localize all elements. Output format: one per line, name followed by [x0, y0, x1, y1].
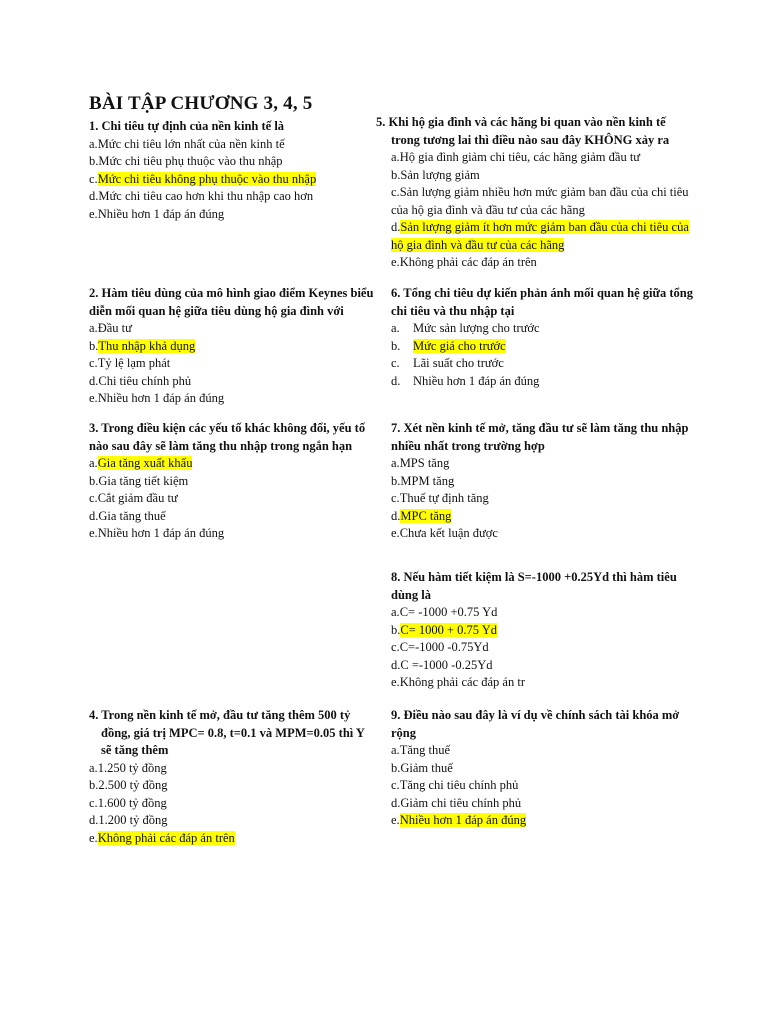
question-9 — [391, 707, 701, 830]
question-7-option-c: c.Thuế tự định tăng — [391, 491, 489, 505]
page-title: BÀI TẬP CHƯƠNG 3, 4, 5 — [89, 93, 313, 114]
question-1-option-c: c.Mức chi tiêu không phụ thuộc vào thu nhập — [89, 171, 317, 186]
question-5-option-b: b.Sản lượng giảm — [391, 167, 480, 182]
question-9-option-a: a.Tăng thuế — [391, 743, 451, 757]
question-8-option-d: d.C =-1000 -0.25Yd — [391, 657, 493, 672]
highlighted-answer: Mức chi tiêu không phụ thuộc vào thu nhập — [97, 171, 317, 186]
question-8-option-c: c.C=-1000 -0.75Yd — [391, 640, 489, 654]
question-2-option-d: d.Chi tiêu chính phủ — [89, 373, 192, 388]
question-3 — [89, 420, 379, 543]
question-2-title: 2. Hàm tiêu dùng của mô hình giao điểm Keynes biểu diễn mối quan hệ giữa tiêu dùng hộ gia đình với — [89, 286, 374, 318]
highlighted-answer: Gia tăng xuất khẩu — [97, 456, 193, 470]
question-1-option-d: d.Mức chi tiêu cao hơn khi thu nhập cao hơn — [89, 189, 314, 203]
question-8-option-e: e.Không phải các đáp án tr — [391, 675, 525, 689]
question-9-option-b: b.Giảm thuế — [391, 760, 453, 775]
question-4-option-c: c.1.600 tỷ đồng — [89, 795, 167, 810]
question-3-option-c: c.Cắt giảm đầu tư — [89, 491, 178, 505]
question-9-title: 9. Điều nào sau đây là ví dụ về chính sách tài khóa mở rộng — [391, 708, 680, 740]
question-6-option-c: c. Lãi suất cho trước — [391, 356, 504, 370]
question-6-option-b: b. Mức giá cho trước — [391, 338, 506, 353]
highlighted-answer: Sản lượng giảm ít hơn mức giảm ban đầu của chi tiêu của — [400, 220, 689, 234]
question-2 — [89, 285, 379, 408]
question-5-option-c: c.Sản lượng giảm nhiều hơn mức giảm ban đầu của chi tiêu của hộ gia đình và đầu tư của các hãng — [391, 185, 689, 217]
highlighted-answer: MPC tăng — [400, 508, 452, 523]
question-7-title: 7. Xét nền kinh tế mở, tăng đầu tư sẽ làm tăng thu nhập nhiều nhất trong trường hợp — [391, 421, 689, 453]
question-5-option-d: d.Sản lượng giảm ít hơn mức giảm ban đầu của chi tiêu của hộ gia đình và đầu tư của các hãng — [391, 220, 689, 252]
question-4-option-e: e.Không phải các đáp án trên — [89, 830, 235, 845]
question-4 — [89, 707, 379, 847]
question-5-option-a: a.Hộ gia đình giảm chi tiêu, các hãng giảm đầu tư — [391, 150, 641, 164]
highlighted-answer-cont: hộ gia đình và đầu tư của các hãng — [391, 237, 565, 252]
question-1-option-e: e.Nhiều hơn 1 đáp án đúng — [89, 206, 225, 221]
question-4-option-a: a.1.250 tỷ đồng — [89, 760, 167, 775]
question-6-title: 6. Tổng chi tiêu dự kiến phản ánh mối quan hệ giữa tổng chi tiêu và thu nhập tại — [391, 286, 694, 318]
question-7-option-a: a.MPS tăng — [391, 456, 450, 470]
question-3-option-e: e.Nhiều hơn 1 đáp án đúng — [89, 526, 225, 540]
question-3-title: 3. Trong điều kiện các yếu tố khác không đổi, yếu tố nào sau đây sẽ làm tăng thu nhập trong ngắn hạn — [89, 421, 366, 453]
question-7-option-e: e.Chưa kết luận được — [391, 526, 498, 540]
highlighted-answer: Không phải các đáp án trên — [97, 830, 235, 845]
question-9-option-e: e.Nhiều hơn 1 đáp án đúng — [391, 813, 527, 827]
question-1-title: 1. Chi tiêu tự định của nền kinh tế là — [89, 119, 285, 133]
question-5-option-e: e.Không phải các đáp án trên — [391, 255, 537, 269]
question-2-option-b: b.Thu nhập khả dụng — [89, 338, 196, 353]
question-2-option-e: e.Nhiều hơn 1 đáp án đúng — [89, 391, 225, 405]
question-7-option-b: b.MPM tăng — [391, 473, 455, 488]
question-9-option-d: d.Giảm chi tiêu chính phủ — [391, 795, 522, 810]
highlighted-answer: Nhiều hơn 1 đáp án đúng — [399, 813, 527, 827]
question-3-option-d: d.Gia tăng thuế — [89, 508, 166, 523]
question-3-option-b: b.Gia tăng tiết kiệm — [89, 473, 189, 488]
question-8-option-b: b.C= 1000 + 0.75 Yd — [391, 622, 497, 637]
question-4-option-d: d.1.200 tỷ đồng — [89, 813, 168, 827]
question-1 — [89, 118, 374, 223]
question-5-title: 5. Khi hộ gia đình và các hãng bi quan vào nền kinh tế trong tương lai thì điều nào sau đây KHÔNG xảy ra — [376, 115, 670, 147]
highlighted-answer: C= 1000 + 0.75 Yd — [400, 622, 497, 637]
question-6-option-d: d. Nhiều hơn 1 đáp án đúng — [391, 373, 540, 388]
question-7-option-d: d.MPC tăng — [391, 508, 452, 523]
highlighted-answer: Thu nhập khả dụng — [98, 338, 196, 353]
highlighted-answer: Mức giá cho trước — [413, 338, 506, 353]
question-3-option-a: a.Gia tăng xuất khẩu — [89, 456, 193, 470]
question-5 — [376, 114, 701, 272]
question-2-option-a: a.Đầu tư — [89, 321, 132, 335]
question-4-option-b: b.2.500 tỷ đồng — [89, 778, 168, 792]
question-8 — [391, 569, 701, 692]
question-8-option-a: a.C= -1000 +0.75 Yd — [391, 605, 498, 619]
question-1-option-a: a.Mức chi tiêu lớn nhất của nền kinh tế — [89, 136, 285, 151]
question-7 — [391, 420, 701, 543]
question-9-option-c: c.Tăng chi tiêu chính phủ — [391, 778, 519, 792]
question-8-title: 8. Nếu hàm tiết kiệm là S=-1000 +0.25Yd thì hàm tiêu dùng là — [391, 570, 677, 602]
question-1-option-b: b.Mức chi tiêu phụ thuộc vào thu nhập — [89, 154, 283, 168]
question-6-option-a: a. Mức sản lượng cho trước — [391, 321, 540, 335]
question-6 — [391, 285, 701, 390]
question-4-title: 4. Trong nền kinh tế mở, đầu tư tăng thêm 500 tỷ đồng, giá trị MPC= 0.8, t=0.1 và MPM=0.05 thì Y sẽ tăng thêm — [89, 708, 365, 757]
question-2-option-c: c.Tỷ lệ lạm phát — [89, 356, 171, 370]
